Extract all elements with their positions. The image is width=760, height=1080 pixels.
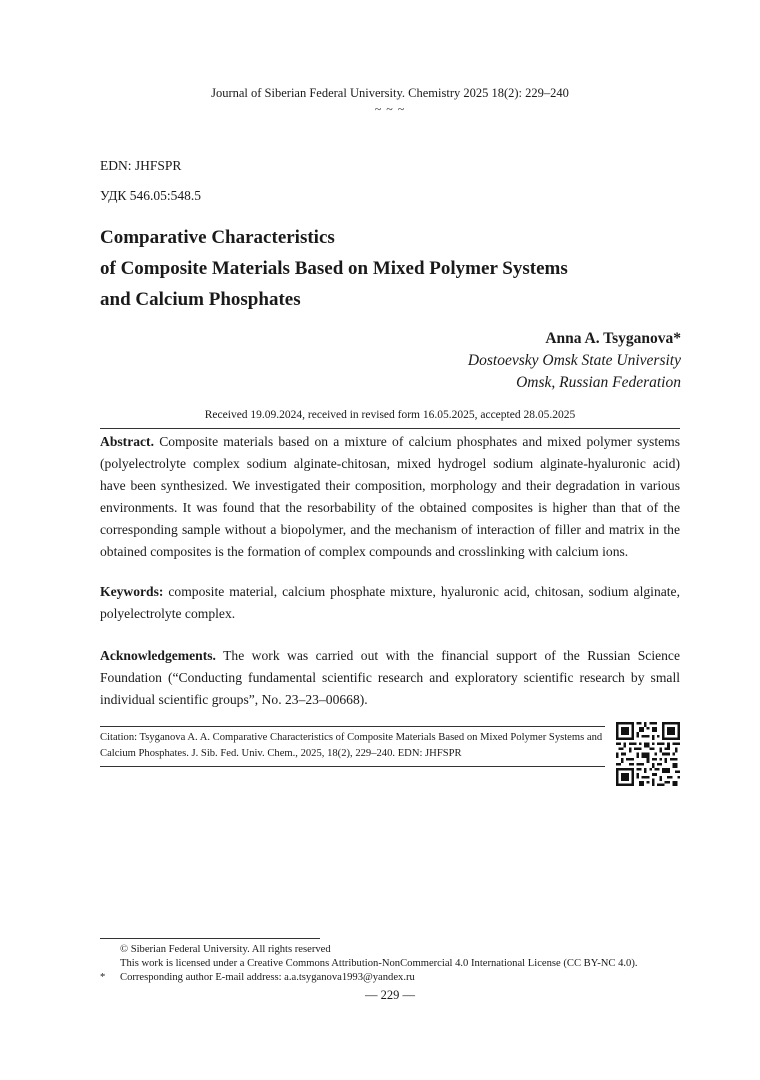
qr-code [616, 722, 680, 786]
acknowledgements-label: Acknowledgements. [100, 648, 216, 663]
divider-top [100, 428, 680, 429]
title-line-1: Comparative Characteristics [100, 227, 335, 248]
keywords [100, 581, 680, 625]
citation: Citation: Tsyganova A. A. Comparative Characteristics of Composite Materials Based on Mixed Polymer Systems and Calcium Phosphates. J. Sib. Fed. Univ. Chem., 2025, 18(2), 229–240. EDN: JHFSPR [100, 732, 603, 759]
footnote-corresponding: * Corresponding author E-mail address: a.a.tsyganova1993@yandex.ru [100, 972, 415, 983]
keywords-text: composite material, calcium phosphate mixture, hyaluronic acid, chitosan, sodium alginate, polyelectrolyte complex. [100, 584, 680, 621]
keywords-label: Keywords: [100, 584, 164, 599]
author-name: Anna A. Tsyganova* [545, 330, 681, 347]
abstract [100, 431, 680, 563]
received-dates: Received 19.09.2024, received in revised form 16.05.2025, accepted 28.05.2025 [204, 409, 576, 421]
acknowledgements [100, 645, 680, 711]
footnote-copyright: © Siberian Federal University. All rights reserved [120, 944, 331, 955]
author-block [468, 328, 681, 394]
udk-code: УДК 546.05:548.5 [100, 188, 202, 203]
title-line-2: of Composite Materials Based on Mixed Polymer Systems [100, 258, 568, 279]
citation-rule-bottom [100, 766, 605, 767]
citation-rule-top [100, 726, 605, 727]
footnote-license: This work is licensed under a Creative Commons Attribution-NonCommercial 4.0 International License (CC BY-NC 4.0). [120, 958, 638, 969]
title-line-3: and Calcium Phosphates [100, 289, 301, 310]
edn-code: EDN: JHFSPR [100, 158, 182, 173]
journal-header: Journal of Siberian Federal University. Chemistry 2025 18(2): 229–240 [211, 86, 569, 100]
abstract-text: Composite materials based on a mixture of calcium phosphates and mixed polymer systems (polyelectrolyte complex sodium alginate-chitosan, mixed hydrogel sodium alginate-hyaluronic acid) have been synthesized. We investigated their composition, morphology and their degradation in various environments. It was found that the resorbability of the obtained composites is higher than that of the corresponding sample without a biopolymer, and the mechanism of interaction of filler and matrix in the obtained composites is the formation of complex compounds and crosslinking with calcium ions. [100, 434, 680, 559]
abstract-label: Abstract. [100, 434, 154, 449]
author-affiliation: Dostoevsky Omsk State University [467, 352, 681, 369]
header-ornament: ~ ~ ~ [374, 102, 406, 116]
page-number: — 229 — [365, 988, 415, 1002]
footnote-asterisk: * [100, 972, 106, 983]
acknowledgements-text: The work was carried out with the financial support of the Russian Science Foundation (“Conducting fundamental scientific research and exploratory scientific research by small individual scientific groups”, No. 23–23–00668). [100, 648, 680, 707]
article-title [100, 222, 680, 315]
author-location: Omsk, Russian Federation [516, 374, 681, 391]
footnote-rule [100, 938, 320, 939]
